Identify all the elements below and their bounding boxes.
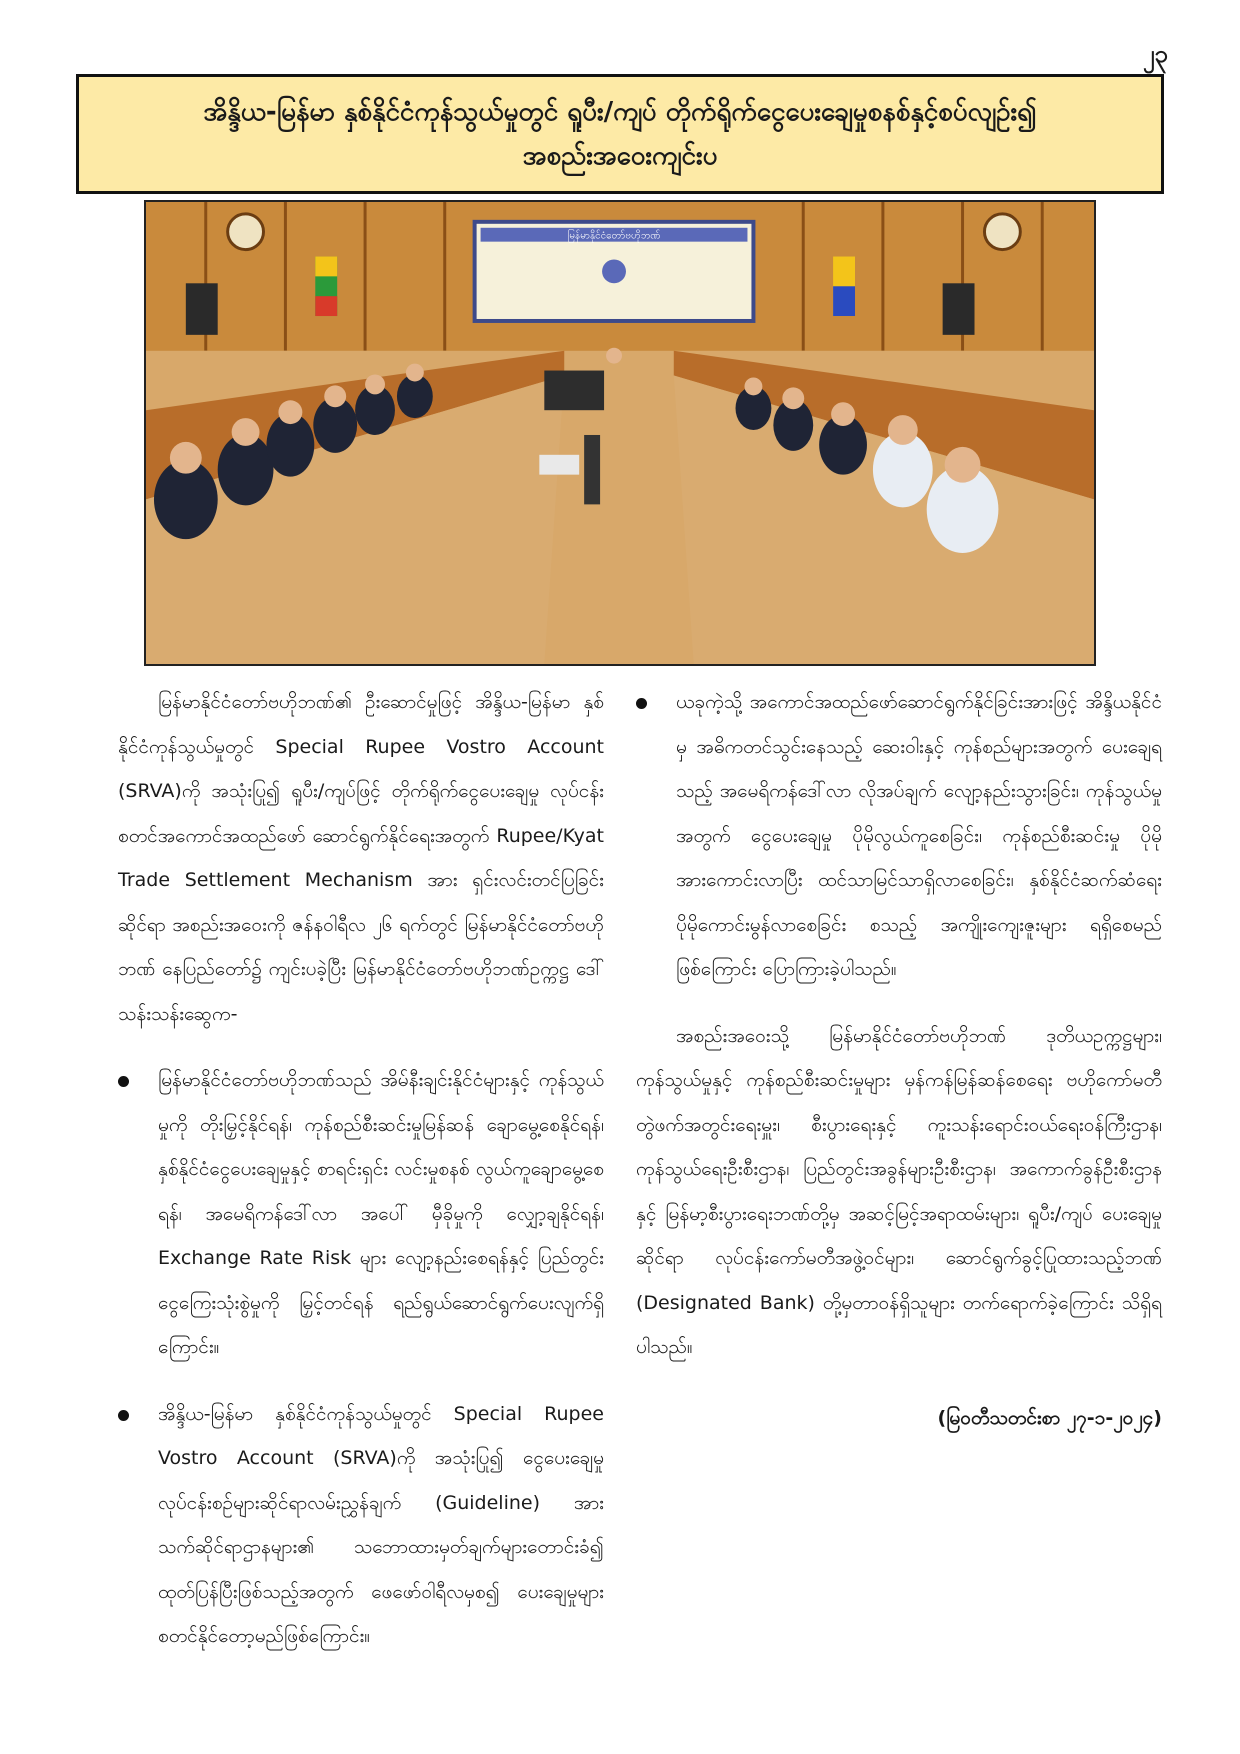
bullet-text: အိန္ဒိယ-မြန်မာ နှစ်နိုင်ငံကုန်သွယ်မှုတွင် Special Rupee Vostro Account (SRVA)ကို အသုံးပြု၍ ငွေပေးချေမှုလုပ်ငန်းစဉ်များဆိုင်ရာလမ်းညွှန်ချက် (Guideline) အား သက်ဆိုင်ရာဌာနများ၏ သဘောထားမှတ်ချက်များတောင်းခံ၍ ထုတ်ပြန်ပြီးဖြစ်သည့်အတွက် ဖေဖော်ဝါရီလမှစ၍ ပေးချေမှုများ စတင်နိုင်တော့မည်ဖြစ်ကြောင်း။	[158, 1402, 604, 1647]
bullet-icon	[118, 1076, 129, 1087]
photo-banner-text: မြန်မာနိုင်ငံတော်ဗဟိုဘဏ်	[567, 230, 661, 242]
bullet-item	[636, 680, 1162, 992]
bullet-text: မြန်မာနိုင်ငံတော်ဗဟိုဘဏ်သည် အိမ်နီးချင်းနိုင်ငံများနှင့် ကုန်သွယ်မှုကို တိုးမြှင့်နိုင်ရန်၊ ကုန်စည်စီးဆင်းမှုမြန်ဆန် ချောမွေ့စေနိုင်ရန်၊ နှစ်နိုင်ငံငွေပေးချေမှုနှင့် စာရင်းရှင်း လင်းမှုစနစ် လွယ်ကူချောမွေ့စေရန်၊ အမေရိကန်ဒေါ်လာ အပေါ် မှီခိုမှုကို လျှော့ချနိုင်ရန်၊ Exchange Rate Risk များ လျော့နည်းစေရန်နှင့် ပြည်တွင်းငွေကြေးသုံးစွဲမှုကို မြှင့်တင်ရန် ရည်ရွယ်ဆောင်ရွက်ပေးလျက်ရှိကြောင်း။	[158, 1069, 604, 1358]
bullet-item	[118, 1058, 604, 1370]
meeting-photo	[144, 200, 1096, 666]
page-number: ၂၃	[1142, 40, 1168, 68]
bullet-item	[118, 1392, 604, 1659]
source-citation: (မြဝတီသတင်းစာ ၂၇-၁-၂၀၂၄)	[937, 1406, 1162, 1429]
bullet-text: ယခုကဲ့သို့ အကောင်အထည်ဖော်ဆောင်ရွက်နိုင်ခြင်းအားဖြင့် အိန္ဒိယနိုင်ငံမှ အဓိကတင်သွင်းနေသည့် ဆေးဝါးနှင့် ကုန်စည်များအတွက် ပေးချေရသည့် အမေရိကန်ဒေါ်လာ လိုအပ်ချက် လျော့နည်းသွားခြင်း၊ ကုန်သွယ်မှုအတွက် ငွေပေးချေမှု ပိုမိုလွယ်ကူစေခြင်း၊ ကုန်စည်စီးဆင်းမှု ပိုမိုအားကောင်းလာပြီး ထင်သာမြင်သာရှိလာစေခြင်း၊ နှစ်နိုင်ငံဆက်ဆံရေး ပိုမိုကောင်းမွန်လာစေခြင်း စသည့် အကျိုးကျေးဇူးများ ရရှိစေမည်ဖြစ်ကြောင်း ပြောကြားခဲ့ပါသည်။	[676, 691, 1162, 980]
right-column	[636, 680, 1162, 1440]
intro-paragraph: မြန်မာနိုင်ငံတော်ဗဟိုဘဏ်၏ ဦးဆောင်မှုဖြင့် အိန္ဒိယ-မြန်မာ နှစ်နိုင်ငံကုန်သွယ်မှုတွင် Special Rupee Vostro Account (SRVA)ကို အသုံးပြု၍ ရူပီး/ကျပ်ဖြင့် တိုက်ရိုက်ငွေပေးချေမှု လုပ်ငန်းစတင်အကောင်အထည်ဖော် ဆောင်ရွက်နိုင်ရေးအတွက် Rupee/Kyat Trade Settlement Mechanism အား ရှင်းလင်းတင်ပြခြင်းဆိုင်ရာ အစည်းအဝေးကို ဇန်နဝါရီလ ၂၆ ရက်တွင် မြန်မာနိုင်ငံတော်ဗဟိုဘဏ် နေပြည်တော်၌ ကျင်းပခဲ့ပြီး မြန်မာနိုင်ငံတော်ဗဟိုဘဏ်ဥက္ကဋ္ဌ ဒေါ်သန်းသန်းဆွေက-	[118, 691, 604, 1025]
bullet-icon	[118, 1410, 129, 1421]
bullet-icon	[636, 698, 647, 709]
article-title-line2: အစည်းအဝေးကျင်းပ	[522, 141, 718, 171]
closing-paragraph: အစည်းအဝေးသို့ မြန်မာနိုင်ငံတော်ဗဟိုဘဏ် ဒုတိယဥက္ကဋ္ဌများ၊ ကုန်သွယ်မှုနှင့် ကုန်စည်စီးဆင်းမှုများ မှန်ကန်မြန်ဆန်စေရေး ဗဟိုကော်မတီ တွဲဖက်အတွင်းရေးမှူး၊ စီးပွားရေးနှင့် ကူးသန်းရောင်းဝယ်ရေးဝန်ကြီးဌာန၊ ကုန်သွယ်ရေးဦးစီးဌာန၊ ပြည်တွင်းအခွန်များဦးစီးဌာန၊ အကောက်ခွန်ဦးစီးဌာနနှင့် မြန်မာ့စီးပွားရေးဘဏ်တို့မှ အဆင့်မြင့်အရာထမ်းများ၊ ရူပီး/ကျပ် ပေးချေမှုဆိုင်ရာ လုပ်ငန်းကော်မတီအဖွဲ့ဝင်များ၊ ဆောင်ရွက်ခွင့်ပြုထားသည့်ဘဏ် (Designated Bank) တို့မှတာဝန်ရှိသူများ တက်ရောက်ခဲ့ကြောင်း သိရှိရပါသည်။	[636, 1024, 1162, 1358]
article-title-box	[76, 74, 1164, 194]
left-column	[118, 680, 604, 1659]
article-title-line1: အိန္ဒိယ-မြန်မာ နှစ်နိုင်ငံကုန်သွယ်မှုတွင် ရူပီး/ကျပ် တိုက်ရိုက်ငွေပေးချေမှုစနစ်နှင့်စပ်လျဉ်း၍	[203, 97, 1037, 127]
